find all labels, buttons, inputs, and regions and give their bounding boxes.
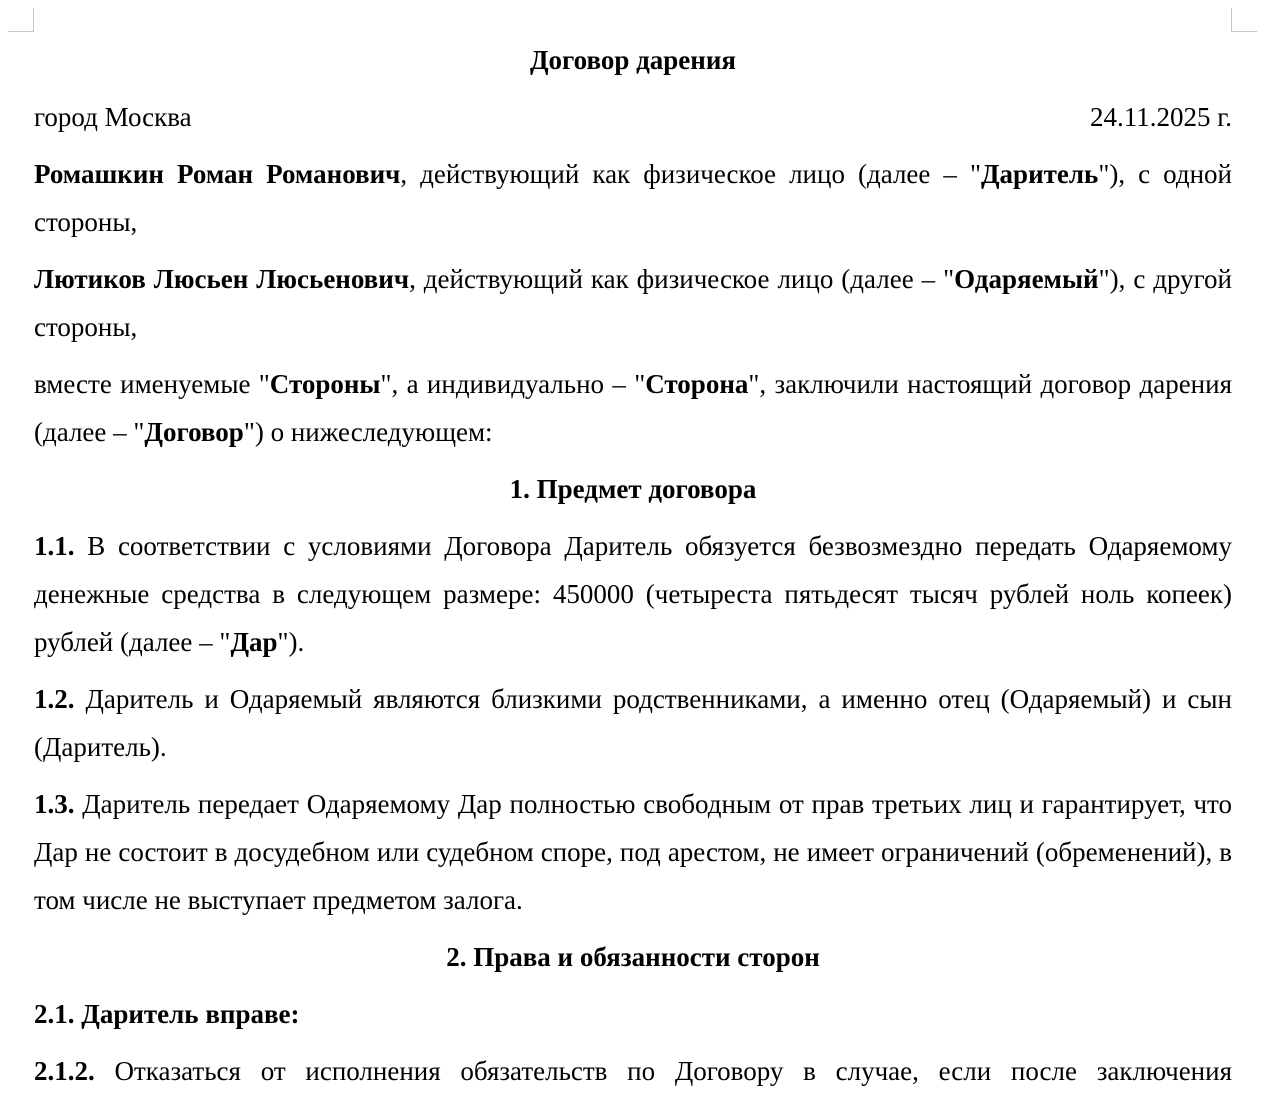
- clause-2-1-2-text: Отказаться от исполнения обязательств по Договору в случае, если после заключения: [94, 1056, 1232, 1086]
- clause-number: 1.3.: [34, 789, 75, 819]
- clause-number: 1.1.: [34, 531, 75, 561]
- city-date-line: [34, 93, 1232, 141]
- clause-1-1: [34, 522, 1232, 666]
- joint-text-b: ", а индивидуально – ": [380, 369, 646, 399]
- clause-1-3: [34, 780, 1232, 924]
- term-party: Сторона: [645, 369, 749, 399]
- clause-2-1-subheading: [34, 990, 1232, 1038]
- joint-text-c: ", заключили настоящий договор дарения (далее – ": [34, 369, 1232, 447]
- term-parties: Стороны: [269, 369, 381, 399]
- clause-number: 1.2.: [34, 684, 75, 714]
- clause-1-3-text: Даритель передает Одаряемому Дар полностью свободным от прав третьих лиц и гарантирует, что Дар не состоит в досудебном или судебном споре, под арестом, не имеет ограничений (обременений), в том числе не выступает предметом залога.: [34, 789, 1232, 915]
- clause-1-2: [34, 675, 1232, 771]
- party2-text-a: , действующий как физическое лицо (далее – ": [409, 264, 955, 294]
- party2-text-b: "), с другой стороны,: [34, 264, 1233, 342]
- clause-number: 2.1.2.: [34, 1056, 95, 1086]
- clause-1-1-text-a: В соответствии с условиями Договора Даритель обязуется безвозмездно передать Одаряемому денежные средства в следующем размере: 450000 (четыреста пятьдесят тысяч рублей ноль копеек) рублей (далее – ": [34, 531, 1232, 657]
- party2-paragraph: [34, 255, 1232, 351]
- city: город Москва: [34, 102, 192, 132]
- clause-1-1-text-b: ").: [277, 627, 305, 657]
- term-gift: Дар: [230, 627, 278, 657]
- party1-text-b: "), с одной стороны,: [34, 159, 1232, 237]
- page-corner-mark-top-right: [1231, 8, 1257, 32]
- donee-role: Одаряемый: [954, 264, 1099, 294]
- joint-text-a: вместе именуемые ": [34, 369, 270, 399]
- page-corner-mark-top-left: [8, 8, 34, 32]
- party1-text-a: , действующий как физическое лицо (далее – ": [400, 159, 981, 189]
- term-contract: Договор: [144, 417, 244, 447]
- donee-name: Лютиков Люсьен Люсьенович: [34, 264, 410, 294]
- party1-paragraph: [34, 150, 1232, 246]
- document-body[interactable]: [34, 36, 1232, 1102]
- clause-2-1-2: [34, 1047, 1232, 1095]
- donor-name: Ромашкин Роман Романович: [34, 159, 401, 189]
- contract-date: 24.11.2025 г.: [1089, 102, 1232, 132]
- section-1-heading: 1. Предмет договора: [509, 474, 757, 504]
- joint-text-d: ") о нижеследующем:: [243, 417, 493, 447]
- section-2-heading: 2. Права и обязанности сторон: [446, 942, 820, 972]
- clause-2-1-label: 2.1. Даритель вправе:: [34, 999, 300, 1029]
- joint-paragraph: [34, 360, 1232, 456]
- donor-role: Даритель: [980, 159, 1099, 189]
- document-title: Договор дарения: [529, 45, 737, 75]
- clause-1-2-text: Даритель и Одаряемый являются близкими родственниками, а именно отец (Одаряемый) и сын (Даритель).: [34, 684, 1232, 762]
